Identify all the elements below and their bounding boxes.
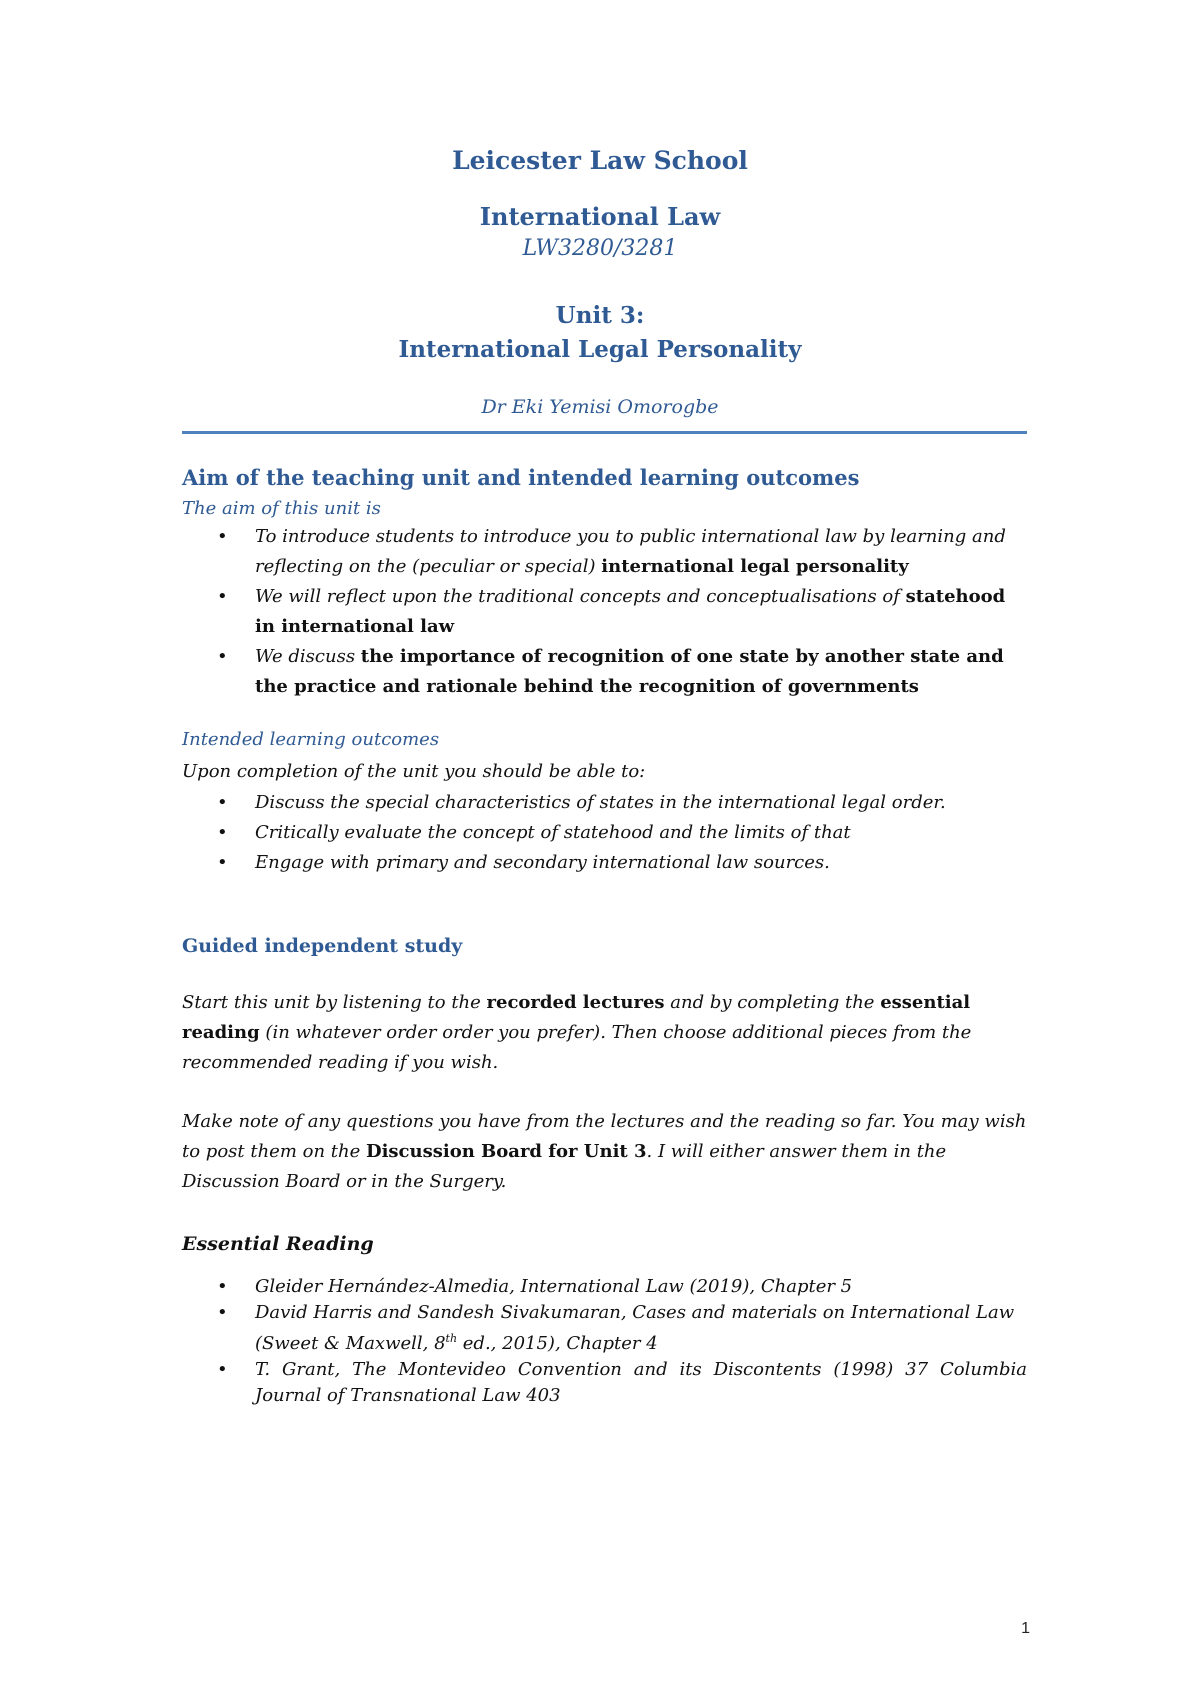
guided-paragraph-2: Make note of any questions you have from the lectures and the reading so far. You may wish to post them on the Discussion Board for Unit 3. I will either answer them in the Discussion Board or in the Surgery.	[182, 1111, 1027, 1192]
title-divider	[182, 431, 1027, 434]
unit-number: Unit 3:	[555, 302, 645, 329]
school-title: Leicester Law School	[452, 146, 748, 175]
outcomes-list	[182, 788, 1027, 878]
course-code: LW3280/3281	[522, 236, 678, 261]
aims-list	[182, 522, 1027, 702]
essential-reading-heading: Essential Reading	[182, 1233, 374, 1255]
aims-subheading: The aim of this unit is	[182, 498, 381, 519]
essential-reading-list	[182, 1274, 1027, 1409]
reading-item: • Gleider Hernández-Almedia, International Law (2019), Chapter 5	[182, 1274, 1027, 1300]
aims-heading: Aim of the teaching unit and intended learning outcomes	[182, 465, 860, 490]
aims-item: • To introduce students to introduce you to public international law by learning and reflecting on the (peculiar or special) international legal personality	[182, 522, 1027, 582]
outcome-item: • Discuss the special characteristics of states in the international legal order.	[182, 788, 1027, 818]
outcomes-heading: Intended learning outcomes	[182, 729, 440, 750]
author: Dr Eki Yemisi Omorogbe	[481, 396, 719, 418]
unit-title: International Legal Personality	[398, 336, 802, 363]
outcome-item: • Critically evaluate the concept of statehood and the limits of that	[182, 818, 1027, 848]
aims-item: • We will reflect upon the traditional concepts and conceptualisations of statehood in international law	[182, 582, 1027, 642]
course-title: International Law	[479, 202, 721, 231]
outcome-item: • Engage with primary and secondary international law sources.	[182, 848, 1027, 878]
guided-paragraph-1: Start this unit by listening to the recorded lectures and by completing the essential reading (in whatever order order you prefer). Then choose additional pieces from the recommended reading if you wish.	[182, 992, 972, 1073]
aims-item: • We discuss the importance of recognition of one state by another state and the practice and rationale behind the recognition of governments	[182, 642, 1027, 702]
reading-item: • David Harris and Sandesh Sivakumaran, Cases and materials on International Law (Sweet & Maxwell, 8th ed., 2015), Chapter 4	[182, 1300, 1027, 1357]
outcomes-intro: Upon completion of the unit you should be able to:	[182, 761, 646, 782]
page-number: 1	[1021, 1620, 1030, 1637]
reading-item: • T. Grant, The Montevideo Convention and its Discontents (1998) 37 Columbia Journal of Transnational Law 403	[182, 1357, 1027, 1409]
guided-heading: Guided independent study	[182, 935, 463, 957]
